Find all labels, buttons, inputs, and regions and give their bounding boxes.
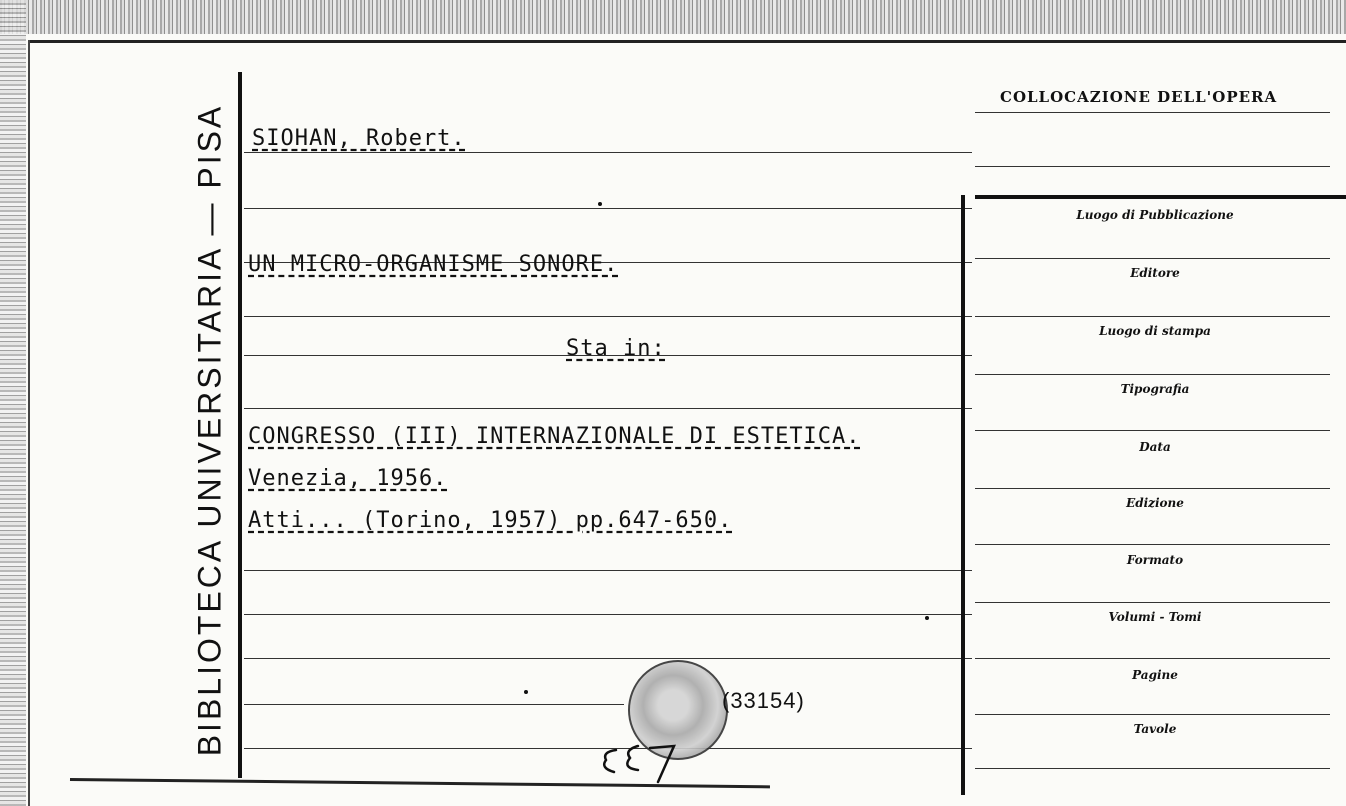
frame-left-line — [28, 40, 30, 806]
ruled-line — [244, 658, 972, 659]
speck — [925, 616, 929, 620]
shelfmark-number: (33154) — [722, 688, 805, 713]
field-pagine: Pagine — [1132, 668, 1178, 682]
collocation-panel-top — [975, 195, 1346, 199]
speck — [598, 202, 602, 206]
collocation-panel-left — [961, 195, 965, 795]
field-luogo-stampa: Luogo di stampa — [1099, 324, 1211, 338]
library-label: BIBLIOTECA UNIVERSITARIA — PISA — [191, 103, 228, 757]
source-publication: Atti... (Torino, 1957) pp.647-650. — [248, 508, 733, 533]
source-title: CONGRESSO (III) INTERNAZIONALE DI ESTETICA. — [248, 424, 861, 449]
field-line — [975, 768, 1330, 769]
field-line — [975, 430, 1330, 431]
card-left-edge — [0, 0, 26, 806]
field-volumi-tomi: Volumi - Tomi — [1108, 610, 1202, 624]
field-editore: Editore — [1130, 266, 1180, 280]
collocation-header: COLLOCAZIONE DELL'OPERA — [1000, 88, 1278, 106]
ruled-line — [244, 570, 972, 571]
ruled-line — [244, 704, 624, 705]
card-top-edge — [0, 0, 1346, 34]
source-place-year: Venezia, 1956. — [248, 466, 448, 491]
field-formato: Formato — [1126, 553, 1184, 567]
collocation-line — [975, 112, 1330, 113]
field-tavole: Tavole — [1133, 722, 1177, 736]
field-luogo-pubblicazione: Luogo di Pubblicazione — [1076, 208, 1234, 222]
handwritten-note — [598, 742, 688, 794]
margin-rule — [238, 72, 242, 778]
field-tipografia: Tipografia — [1120, 382, 1190, 396]
field-line — [975, 258, 1330, 259]
ruled-line — [244, 152, 972, 153]
speck — [524, 690, 528, 694]
ruled-line — [244, 408, 972, 409]
field-line — [975, 602, 1330, 603]
field-edizione: Edizione — [1126, 496, 1184, 510]
field-line — [975, 714, 1330, 715]
ruled-line — [244, 208, 972, 209]
field-line — [975, 316, 1330, 317]
field-line — [975, 374, 1330, 375]
ruled-line — [244, 316, 972, 317]
field-line — [975, 658, 1330, 659]
author-name: SIOHAN, Robert. — [252, 126, 466, 151]
field-data: Data — [1139, 440, 1171, 454]
field-line — [975, 544, 1330, 545]
contained-in-label: Sta in: — [566, 336, 666, 361]
ruled-line — [244, 614, 972, 615]
collocation-line — [975, 166, 1330, 167]
article-title: UN MICRO-ORGANISME SONORE. — [248, 252, 619, 277]
field-line — [975, 488, 1330, 489]
frame-top-line — [30, 40, 1346, 43]
